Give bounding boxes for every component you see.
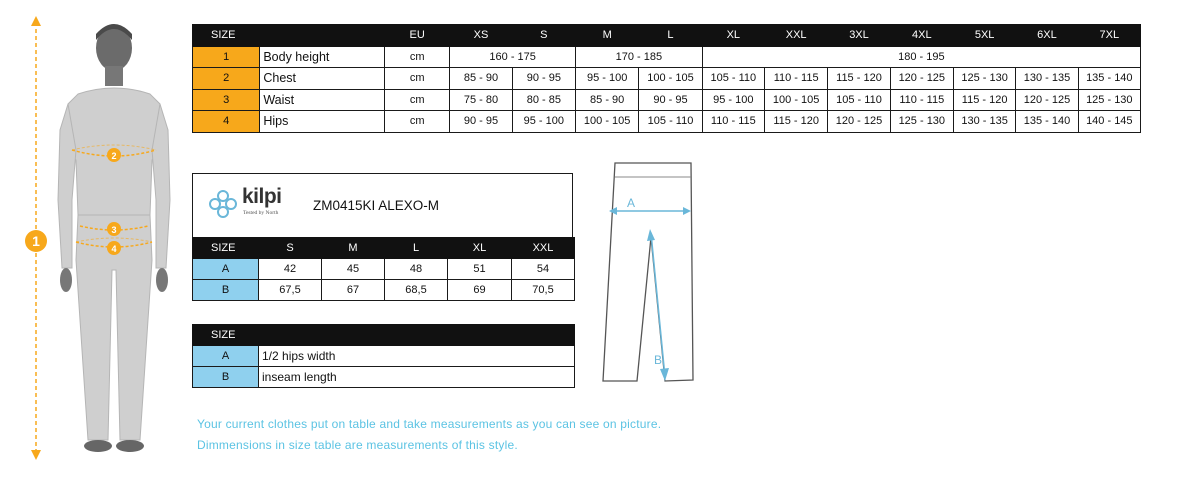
measurement-legend-table — [192, 324, 575, 388]
table-cell: 125 - 130 — [1078, 89, 1140, 111]
header-7xl: 7XL — [1078, 25, 1140, 47]
table-cell: 48 — [385, 259, 448, 280]
legend-text: inseam length — [259, 367, 575, 388]
body-measurement-figure — [0, 0, 190, 477]
header-blank — [260, 25, 385, 47]
table-cell: 95 - 100 — [702, 89, 764, 111]
table-cell: 135 - 140 — [1078, 68, 1140, 90]
table-cell: 105 - 110 — [639, 111, 702, 133]
size-table-header — [193, 25, 1141, 47]
header-xxl: XXL — [764, 25, 827, 47]
table-row-hips — [193, 111, 1141, 133]
header-s: S — [259, 238, 322, 259]
table-cell: 90 - 95 — [450, 111, 512, 133]
table-cell: 42 — [259, 259, 322, 280]
table-cell: 51 — [448, 259, 512, 280]
table-cell: 130 - 135 — [953, 111, 1015, 133]
row-unit: cm — [385, 89, 450, 111]
table-cell: 90 - 95 — [512, 68, 575, 90]
row-key: B — [193, 367, 259, 388]
table-cell: 125 - 130 — [953, 68, 1015, 90]
product-code: ZM0415KI ALEXO-M — [313, 198, 440, 213]
row-unit: cm — [385, 111, 450, 133]
header-size: SIZE — [193, 25, 260, 47]
table-cell: 54 — [512, 259, 575, 280]
marker-2: 2 — [111, 151, 117, 161]
instruction-note: Your current clothes put on table and take measurements as you can see on picture. — [197, 417, 662, 431]
table-cell: 70,5 — [512, 280, 575, 301]
logo-tagline: Tested by North — [243, 210, 279, 216]
table-cell: 45 — [322, 259, 385, 280]
table-cell: 130 - 135 — [1016, 68, 1078, 90]
table-row-b — [193, 280, 575, 301]
header-size: SIZE — [193, 238, 259, 259]
header-5xl: 5XL — [953, 25, 1015, 47]
row-label: Hips — [260, 111, 385, 133]
header-eu: EU — [385, 25, 450, 47]
row-key: B — [193, 280, 259, 301]
kilpi-logo-icon — [206, 187, 240, 221]
table-cell: 120 - 125 — [890, 68, 953, 90]
table-row-waist — [193, 89, 1141, 111]
row-unit: cm — [385, 46, 450, 68]
dimensions-note: Dimmensions in size table are measurements of this style. — [197, 438, 518, 452]
pants-diagram — [595, 155, 710, 387]
header-xl: XL — [448, 238, 512, 259]
row-number: 2 — [193, 68, 260, 90]
table-cell: 95 - 100 — [576, 68, 639, 90]
header-l: L — [639, 25, 702, 47]
header-xl: XL — [702, 25, 764, 47]
table-cell: 115 - 120 — [764, 111, 827, 133]
row-label: Waist — [260, 89, 385, 111]
row-label: Body height — [260, 46, 385, 68]
legend-row-a — [193, 346, 575, 367]
product-table-header — [193, 238, 575, 259]
table-cell: 105 - 110 — [702, 68, 764, 90]
table-cell: 67,5 — [259, 280, 322, 301]
table-cell: 160 - 175 — [450, 46, 576, 68]
table-cell: 125 - 130 — [890, 111, 953, 133]
size-table — [192, 24, 1141, 133]
header-m: M — [322, 238, 385, 259]
header-l: L — [385, 238, 448, 259]
table-cell: 85 - 90 — [450, 68, 512, 90]
legend-text: 1/2 hips width — [259, 346, 575, 367]
table-cell: 69 — [448, 280, 512, 301]
row-key: A — [193, 259, 259, 280]
table-row-body-height — [193, 46, 1141, 68]
row-label: Chest — [260, 68, 385, 90]
table-cell: 110 - 115 — [890, 89, 953, 111]
table-row-a — [193, 259, 575, 280]
table-cell: 115 - 120 — [828, 68, 890, 90]
legend-row-b — [193, 367, 575, 388]
table-cell: 95 - 100 — [512, 111, 575, 133]
header-xs: XS — [450, 25, 512, 47]
table-cell: 90 - 95 — [639, 89, 702, 111]
header-blank — [259, 325, 575, 346]
header-size: SIZE — [193, 325, 259, 346]
table-row-chest — [193, 68, 1141, 90]
pants-label-b: B — [654, 353, 663, 367]
table-cell: 85 - 90 — [576, 89, 639, 111]
row-number: 1 — [193, 46, 260, 68]
row-number: 3 — [193, 89, 260, 111]
row-unit: cm — [385, 68, 450, 90]
table-cell: 140 - 145 — [1078, 111, 1140, 133]
table-cell: 75 - 80 — [450, 89, 512, 111]
header-6xl: 6XL — [1016, 25, 1078, 47]
row-number: 4 — [193, 111, 260, 133]
header-s: S — [512, 25, 575, 47]
marker-4: 4 — [111, 244, 117, 254]
table-cell: 110 - 115 — [702, 111, 764, 133]
table-cell: 115 - 120 — [953, 89, 1015, 111]
logo-wordmark: kilpi — [242, 185, 282, 208]
table-cell: 110 - 115 — [764, 68, 827, 90]
product-size-table — [192, 237, 575, 301]
header-4xl: 4XL — [890, 25, 953, 47]
marker-1: 1 — [32, 233, 40, 249]
table-cell: 100 - 105 — [764, 89, 827, 111]
table-cell: 120 - 125 — [1016, 89, 1078, 111]
legend-table-header — [193, 325, 575, 346]
table-cell: 80 - 85 — [512, 89, 575, 111]
table-cell: 67 — [322, 280, 385, 301]
table-cell: 180 - 195 — [702, 46, 1140, 68]
table-cell: 170 - 185 — [576, 46, 703, 68]
header-xxl: XXL — [512, 238, 575, 259]
table-cell: 68,5 — [385, 280, 448, 301]
header-3xl: 3XL — [828, 25, 890, 47]
table-cell: 100 - 105 — [576, 111, 639, 133]
table-cell: 120 - 125 — [828, 111, 890, 133]
table-cell: 100 - 105 — [639, 68, 702, 90]
table-cell: 135 - 140 — [1016, 111, 1078, 133]
header-m: M — [576, 25, 639, 47]
pants-label-a: A — [627, 196, 636, 210]
table-cell: 105 - 110 — [828, 89, 890, 111]
marker-3: 3 — [111, 225, 117, 235]
brand-header — [192, 173, 573, 237]
row-key: A — [193, 346, 259, 367]
